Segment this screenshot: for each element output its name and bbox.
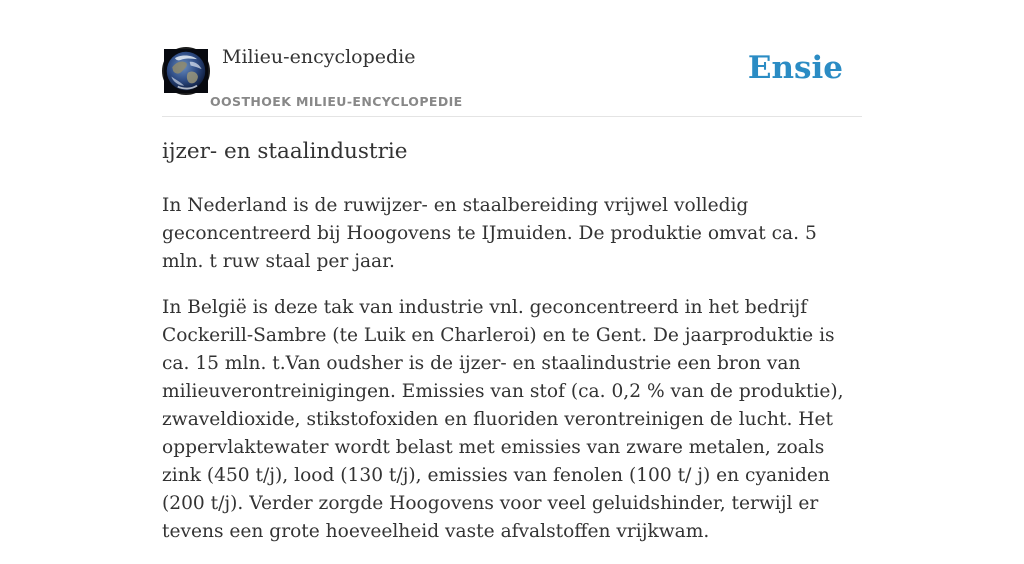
article-paragraph: In België is deze tak van industrie vnl. geconcentreerd in het bedrijf Cockerill-Sambre (te Luik en Charleroi) en te Gent. De jaarproduktie is ca. 15 mln. t.Van oudsher is de ijzer- en staalindustrie een bron van milieuverontreinigingen. Emissies van stof (ca. 0,2 % van de produktie), zwaveldioxide, stikstofoxiden en fluoriden verontreinigen de lucht. Het oppervlaktewater wordt belast met emissies van zware metalen, zoals zink (450 t/j), lood (130 t/j), emissies van fenolen (100 t/ j) en cyaniden (200 t/j). Verder zorgde Hoogovens voor veel geluidshinder, terwijl er tevens een grote hoeveelheid vaste afvalstoffen vrijkwam.	[162, 297, 844, 542]
article-paragraph: In Nederland is de ruwijzer- en staalbereiding vrijwel volledig geconcentreerd bij Hoogovens te IJmuiden. De produktie omvat ca. 5 mln. t ruw staal per jaar.	[162, 195, 817, 272]
brand-logo-link[interactable]: Ensie	[747, 50, 843, 86]
article-body	[162, 192, 862, 564]
page-container	[162, 0, 862, 542]
site-title-link[interactable]: Milieu-encyclopedie	[222, 46, 416, 68]
article-title: ijzer- en staalindustrie	[162, 139, 408, 164]
site-subtitle: OOSTHOEK MILIEU-ENCYCLOPEDIE	[210, 94, 463, 109]
earth-globe-icon[interactable]	[162, 47, 210, 95]
site-header	[162, 0, 862, 117]
earth-globe-graphic	[164, 49, 208, 93]
